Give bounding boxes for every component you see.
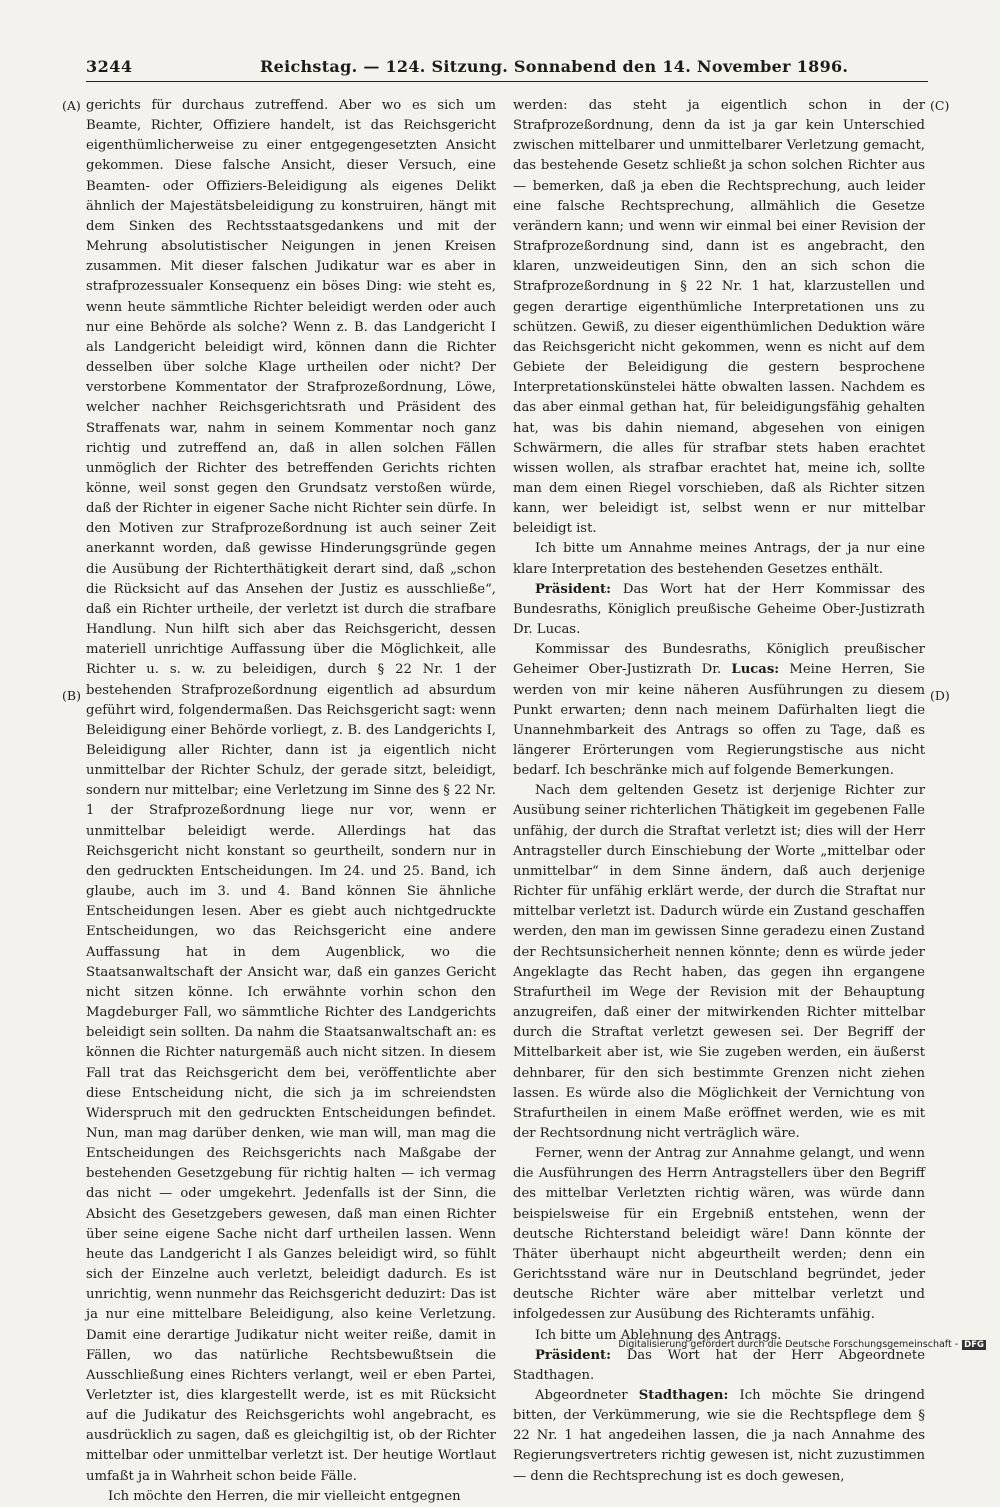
speaker-name: Stadthagen: (638, 1388, 729, 1403)
paragraph (513, 640, 925, 781)
paragraph: Ferner, wenn der Antrag zur Annahme gelangt, und wenn die Ausführungen des Herrn Antragstellers über den Begriff des mittelbar Verletzten richtig wären, was würde dann beispielsweise für ein Ergebniß entstehen, wenn der deutsche Richterstand beleidigt wäre! Dann könnte der Thäter überhaupt nicht abgeurtheilt werden; denn ein Gerichtsstand wäre nur in Deutschland begründet, jeder deutsche Richter wäre aber mittelbar verletzt und infolgedessen zur Ausübung des Richteramts unfähig. (513, 1146, 925, 1323)
speaker-intro: Kommissar des Bundesraths, Königlich preußischer Geheimer Ober-Justizrath Dr. (513, 642, 925, 678)
margin-mark-b: (B) (62, 688, 81, 703)
running-title: Reichstag. — 124. Sitzung. Sonnabend den 14. November 1896. (260, 57, 849, 76)
page-number: 3244 (86, 57, 133, 76)
margin-mark-a: (A) (62, 98, 81, 113)
paragraph (513, 1386, 925, 1487)
speech-text: Meine Herren, Sie werden von mir keine näheren Ausführungen zu diesem Punkt erwarten; denn nach meinem Dafürhalten liegt die Unannehmbarkeit des Antrags so offen zu Tage, daß es längerer Erörterungen vom Regierungstische aus nicht bedarf. Ich beschränke mich auf folgende Bemerkungen. (513, 662, 925, 779)
paragraph: werden: das steht ja eigentlich schon in der Strafprozeßordnung, denn da ist ja gar kein Unterschied zwischen mittelbarer und unmittelbarer Verletzung gemacht, das bestehende Gesetz schließt ja schon solchen Richter aus — bemerken, daß ja eben die Rechtsprechung, auch leider eine falsche Rechtsprechung, allmählich die Gesetze verändern kann; und wenn wir einmal bei einer Revision der Strafprozeßordnung sind, dann ist es angebracht, den klaren, unzweideutigen Sinn, den an sich schon die Strafprozeßordnung in § 22 Nr. 1 hat, klarzustellen und gegen derartige eigenthümliche Interpretationen uns zu schützen. Gewiß, zu dieser eigenthümlichen Deduktion wäre das Reichsgericht nicht gekommen, wenn es nicht auf dem Gebiete der Beleidigung die gestern besprochene Interpretationskünstelei hätte obwalten lassen. Nachdem es das aber einmal gethan hat, für beleidigungsfähig gehalten hat, was bis dahin niemand, abgesehen von einigen Schwärmern, die alles für strafbar stets haben erachtet wissen wollen, als strafbar erachtet hat, meine ich, sollte man dem einen Riegel vorschieben, daß als Richter sitzen kann, wer beleidigt ist, selbst wenn er nur mittelbar beleidigt ist. (513, 98, 925, 537)
paragraph (513, 580, 925, 640)
speech-text: Das Wort hat der Herr Abgeordnete Stadthagen. (513, 1347, 925, 1383)
speaker-name: Lucas: (731, 662, 780, 678)
paragraph: Ich bitte um Annahme meines Antrags, der ja nur eine klare Interpretation des bestehenden Gesetzes enthält. (513, 541, 925, 577)
credit-text: Digitalisierung gefördert durch die Deutsche Forschungsgemeinschaft - (618, 1339, 959, 1350)
speech-text: Ich möchte Sie dringend bitten, der Verkümmerung, wie sie die Rechtspflege dem § 22 Nr. 1 hat angedeihen lassen, die ja nach Annahme des Regierungsvertreters richtig gewesen ist, nicht zuzustimmen — denn die Rechtsprechung ist es doch gewesen, (513, 1388, 925, 1484)
paragraph: gerichts für durchaus zutreffend. Aber wo es sich um Beamte, Richter, Offiziere handelt, ist das Reichsgericht eigenthümlicherweise zu einer entgegengesetzten Ansicht gekommen. Diese falsche Ansicht, dieser Versuch, eine Beamten- oder Offiziers-Beleidigung als eigenes Delikt ähnlich der Majestätsbeleidigung zu konstruiren, hängt mit dem Sinken des Rechtsstaatsgedankens und mit der Mehrung absolutistischer Neigungen in jenen Kreisen zusammen. Mit dieser falschen Judikatur war es aber in strafprozessualer Konsequenz ein böses Ding: wie steht es, wenn heute sämmtliche Richter beleidigt werden oder auch nur eine Behörde als solche? Wenn z. B. das Landgericht I als Landgericht beleidigt wird, können dann die Richter desselben über solche Klage urtheilen oder nicht? Der verstorbene Kommentator der Strafprozeßordnung, Löwe, welcher nachher Reichsgerichtsrath und Präsident des Straffenats war, nahm in seinem Kommentar noch ganz richtig und zutreffend an, daß in allen solchen Fällen unmöglich der Richter des betreffenden Gerichts richten könne, weil sonst gegen den Grundsatz verstoßen würde, daß der Richter in eigener Sache nicht Richter sein dürfe. In den Motiven zur Strafprozeßordnung ist auch seiner Zeit anerkannt worden, daß gewisse Hinderungsgründe gegen die Ausübung der Richterthätigkeit derart sind, daß „schon die Rücksicht auf das Ansehen der Justiz es ausschließe“, daß ein Richter urtheile, der verletzt ist durch die strafbare Handlung. Nun hilft sich aber das Reichsgericht, dessen materiell unrichtige Auffassung über die Möglichkeit, alle Richter u. s. w. zu beleidigen, durch § 22 Nr. 1 der bestehenden Strafprozeßordnung eigentlich ad absurdum geführt wird, folgendermaßen. Das Reichsgericht sagt: wenn Beleidigung einer Behörde vorliegt, z. B. des Landgerichts I, Beleidigung aller Richter, dann ist ja eigentlich nicht unmittelbar der Richter Schulz, der gerade sitzt, beleidigt, sondern nur mittelbar; eine Verletzung im Sinne des § 22 Nr. 1 der Strafprozeßordnung liege nur vor, wenn er unmittelbar beleidigt werde. Allerdings hat das Reichsgericht nicht konstant so geurtheilt, sondern nur in den gedruckten Entscheidungen. Im 24. und 25. Band, ich glaube, auch im 3. und 4. Band können Sie ähnliche Entscheidungen lesen. Aber es giebt auch nichtgedruckte Entscheidungen, wo das Reichsgericht eine andere Auffassung hat in dem Augenblick, wo die Staatsanwaltschaft der Ansicht war, daß ein ganzes Gericht nicht sitzen könne. Ich erwähnte vorhin schon den Magdeburger Fall, wo sämmtliche Richter des Landgerichts beleidigt sein sollten. Da nahm die Staatsanwaltschaft an: es können die Richter naturgemäß auch nicht sitzen. In diesem Fall trat das Reichsgericht dem bei, veröffentlichte aber diese Entscheidung nicht, die sich ja im schreiendsten Widerspruch mit den gedruckten Entscheidungen befindet. Nun, man mag darüber denken, wie man will, man mag die Entscheidungen des Reichsgerichts nach Maßgabe der bestehenden Gesetzgebung für richtig halten — ich vermag das nicht — oder umgekehrt. Jedenfalls ist der Sinn, die Absicht des Gesetzgebers gewesen, daß man einen Richter über seine eigene Sache nicht darf urtheilen lassen. Wenn heute das Landgericht I als Ganzes beleidigt wird, so fühlt sich der Einzelne auch verletzt, beleidigt dadurch. Es ist unrichtig, wenn nunmehr das Reichsgericht deduzirt: Das ist ja nur eine mittelbare Beleidigung, also keine Verletzung. Damit eine derartige Judikatur nicht weiter reiße, damit in Fällen, wo das natürliche Rechtsbewußtsein die Ausschließung eines Richters verlangt, weil er eben Partei, Verletzter ist, dies klargestellt werde, ist es mit Rücksicht auf die Judikatur des Reichsgerichts wohl angebracht, es ausdrücklich zu sagen, daß es gleichgiltig ist, ob der Richter mittelbar oder unmittelbar verletzt ist. Der heutige Wortlaut umfaßt ja in Wahrheit schon beide Fälle. (86, 98, 496, 1484)
running-header (86, 55, 928, 82)
left-column (86, 96, 496, 1504)
speech-text: Das Wort hat der Herr Kommissar des Bundesraths, Königlich preußische Geheime Ober-Justizrath Dr. Lucas. (513, 581, 925, 638)
digitization-credit (618, 1339, 986, 1350)
speaker-intro: Abgeordneter (535, 1388, 628, 1403)
paragraph (513, 1346, 925, 1386)
paragraph: Ich möchte den Herren, die mir vielleicht entgegnen (108, 1488, 461, 1504)
paragraph: Ich bitte um Ablehnung des Antrags. (535, 1327, 782, 1343)
margin-mark-c: (C) (930, 98, 950, 113)
dfg-logo: DFG (964, 1339, 984, 1350)
paragraph: Nach dem geltenden Gesetz ist derjenige Richter zur Ausübung seiner richterlichen Thätigkeit im gegebenen Falle unfähig, der durch die Straftat verletzt ist; dies will der Herr Antragsteller durch Einschiebung der Worte „mittelbar oder unmittelbar“ in dem Sinne ändern, daß auch derjenige Richter für unfähig erklärt werde, der durch die Straftat nur mittelbar verletzt ist. Dadurch würde ein Zustand geschaffen werden, den man im gewissen Sinne geradezu einen Zustand der Rechtsunsicherheit nennen könnte; denn es würde jeder Angeklagte das Recht haben, das gegen ihn ergangene Strafurtheil im Wege der Revision mit der Behauptung anzugreifen, daß einer der mitwirkenden Richter mittelbar durch die Straftat verletzt gewesen sei. Der Begriff der Mittelbarkeit aber ist, wie Sie zugeben werden, ein äußerst dehnbarer, für den sich bestimmte Grenzen nicht ziehen lassen. Es würde also die Möglichkeit der Vernichtung von Strafurtheilen in einem Maße eröffnet werden, wie es mit der Rechtsordnung nicht verträglich wäre. (513, 783, 925, 1141)
speaker-name: Präsident: (535, 581, 612, 597)
speaker-name: Präsident: (535, 1347, 612, 1363)
margin-mark-d: (D) (930, 688, 950, 703)
